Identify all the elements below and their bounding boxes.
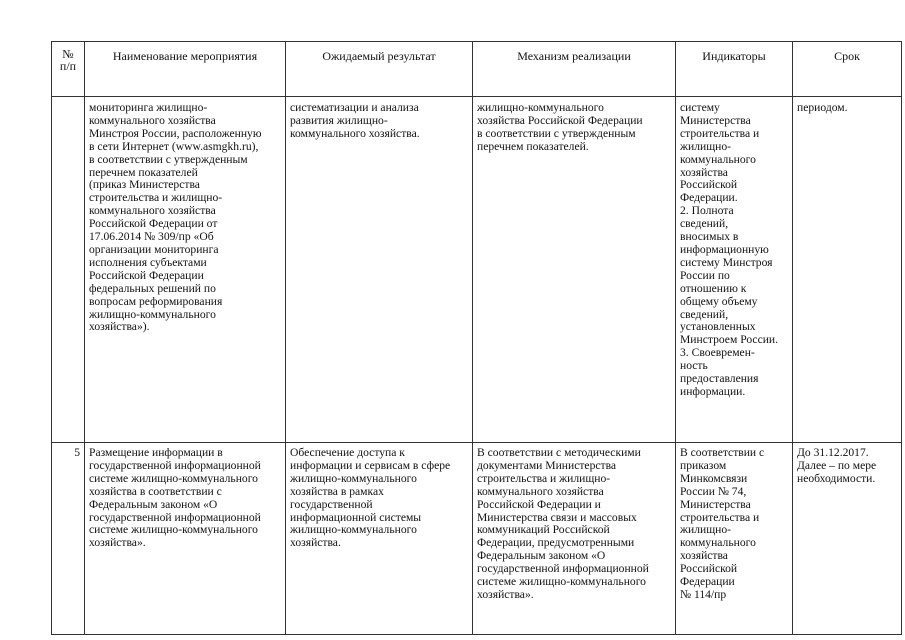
indicators-cell: систему Министерства строительства и жилищно- коммунального хозяйства Российской Федерации. 2. Полнота сведений, вносимых в информационную систему Минстроя России по отношению к общему объему сведений, установленных Минстроем России. 3. Своевремен- ность предоставления информации. (676, 97, 793, 443)
indicators-cell: В соответствии с приказом Минкомсвязи России № 74, Министерства строительства и жилищно- коммунального хозяйства Российской Федерации № 114/пр (676, 443, 793, 635)
row-number: 5 (52, 443, 85, 635)
header-measure-name: Наименование мероприятия (85, 42, 286, 97)
table-header-row (52, 42, 902, 97)
deadline-cell: периодом. (793, 97, 902, 443)
table-row (52, 443, 902, 635)
header-deadline: Срок (793, 42, 902, 97)
deadline-cell: До 31.12.2017. Далее – по мере необходимости. (793, 443, 902, 635)
measure-name-cell: мониторинга жилищно- коммунального хозяйства Минстроя России, расположенную в сети Интернет (www.asmgkh.ru), в соответствии с утвержденным перечнем показателей (приказ Министерства строительства и жилищно- коммунального хозяйства Российской Федерации от 17.06.2014 № 309/пр «Об организации мониторинга исполнения субъектами Российской Федерации федеральных решений по вопросам реформирования жилищно-коммунального хозяйства»). (85, 97, 286, 443)
header-number: № п/п (52, 42, 85, 97)
measure-name-cell: Размещение информации в государственной информационной системе жилищно-коммунального хозяйства в соответствии с Федеральным законом «О государственной информационной системе жилищно-коммунального хозяйства». (85, 443, 286, 635)
mechanism-cell: жилищно-коммунального хозяйства Российской Федерации в соответствии с утвержденным перечнем показателей. (473, 97, 676, 443)
expected-result-cell: систематизации и анализа развития жилищно- коммунального хозяйства. (286, 97, 473, 443)
table-row (52, 97, 902, 443)
expected-result-cell: Обеспечение доступа к информации и сервисам в сфере жилищно-коммунального хозяйства в рамках государственной информационной системы жилищно-коммунального хозяйства. (286, 443, 473, 635)
mechanism-cell: В соответствии с методическими документами Министерства строительства и жилищно- коммунального хозяйства Российской Федерации и Министерства связи и массовых коммуникаций Российской Федерации, предусмотренными Федеральным законом «О государственной информационной системе жилищно-коммунального хозяйства». (473, 443, 676, 635)
row-number (52, 97, 85, 443)
header-indicators: Индикаторы (676, 42, 793, 97)
measures-table (51, 41, 902, 635)
header-mechanism: Механизм реализации (473, 42, 676, 97)
header-expected-result: Ожидаемый результат (286, 42, 473, 97)
